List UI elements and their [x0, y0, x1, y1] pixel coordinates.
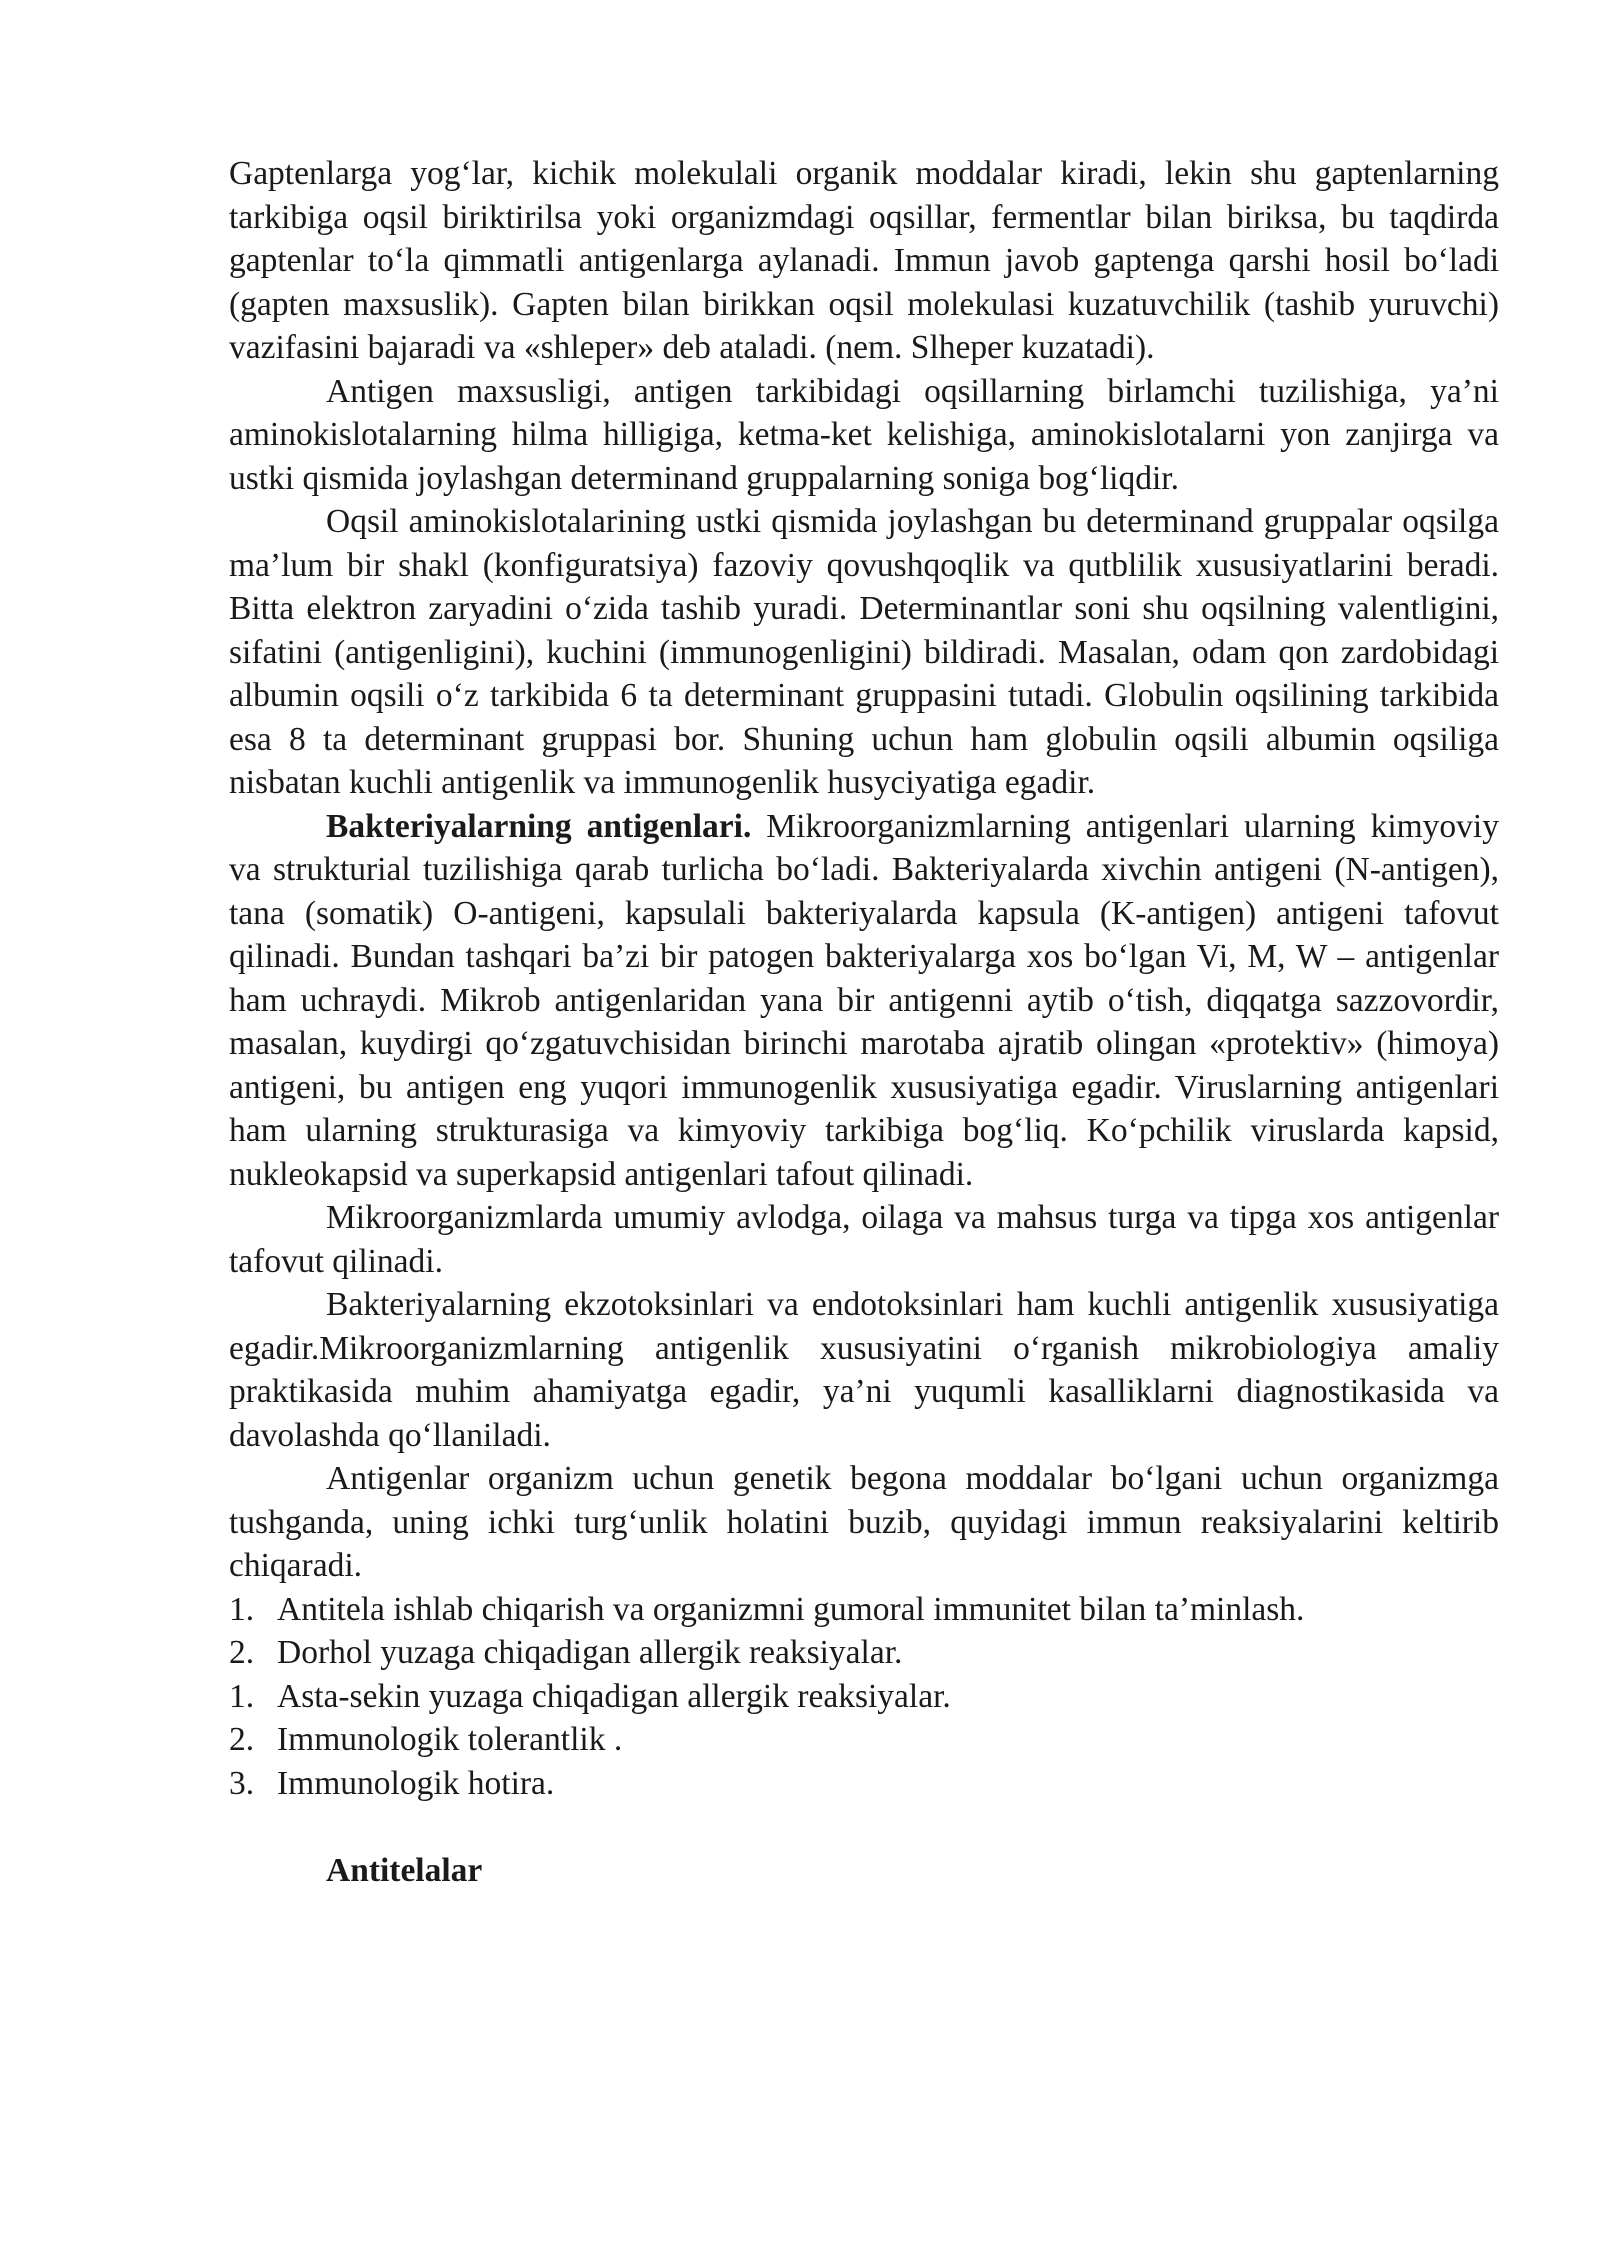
- paragraph-1-text: Gaptenlarga yog‘lar, kichik molekulali organik moddalar kiradi, lekin shu gaptenlarning tarkibiga oqsil biriktirilsa yoki organizmdagi oqsillar, fermentlar bilan biriksa, bu taqdirda gaptenlar to‘la qimmatli antigenlarga aylanadi. Immun javob gaptenga qarshi hosil bo‘ladi (gapten maxsuslik). Gapten bilan birikkan oqsil molekulasi kuzatuvchilik (tashib yuruvchi) vazifasini bajaradi va «shleper» deb ataladi. (nem. Slheper kuzatadi).: [229, 155, 1499, 366]
- list-item: [229, 1718, 1499, 1762]
- list-item-text: Immunologik tolerantlik .: [277, 1721, 623, 1758]
- paragraph-3: [229, 500, 1499, 805]
- paragraph-5-text: Mikroorganizmlarda umumiy avlodga, oilaga va mahsus turga va tipga xos antigenlar tafovut qilinadi.: [229, 1199, 1499, 1280]
- paragraph-4-text: Mikroorganizmlarning antigenlari ularning kimyoviy va strukturial tuzilishiga qarab turlicha bo‘ladi. Bakteriyalarda xivchin antigeni (N-antigen), tana (somatik) O-antigeni, kapsulali bakteriyalarda kapsula (K-antigen) antigeni tafovut qilinadi. Bundan tashqari ba’zi bir patogen bakteriyalarga xos bo‘lgan Vi, M, W – antigenlar ham uchraydi. Mikrob antigenlaridan yana bir antigenni aytib o‘tish, diqqatga sazzovordir, masalan, kuydirgi qo‘zgatuvchisidan birinchi marotaba ajratib olingan «protektiv» (himoya) antigeni, bu antigen eng yuqori immunogenlik xususiyatiga egadir. Viruslarning antigenlari ham ularning strukturasiga va kimyoviy tarkibiga bog‘liq. Ko‘pchilik viruslarda kapsid, nukleokapsid va superkapsid antigenlari tafout qilinadi.: [229, 807, 1499, 1193]
- list-item-text: Antitela ishlab chiqarish va organizmni gumoral immunitet bilan ta’minlash.: [277, 1590, 1305, 1628]
- paragraph-5: [229, 1196, 1499, 1283]
- paragraph-7: [229, 1457, 1499, 1588]
- paragraph-7-text: Antigenlar organizm uchun genetik begona moddalar bo‘lgani uchun organizmga tushganda, uning ichki turg‘unlik holatini buzib, quyidagi immun reaksiyalarini keltirib chiqaradi.: [229, 1460, 1499, 1584]
- list-item-number: 2.: [229, 1721, 255, 1758]
- list-item-number: 2.: [229, 1634, 255, 1671]
- paragraph-6-text: Bakteriyalarning ekzotoksinlari va endotoksinlari ham kuchli antigenlik xususiyatiga egadir.Mikroorganizmlarning antigenlik xususiyatini o‘rganish mikrobiologiya amaliy praktikasida muhim ahamiyatga egadir, ya’ni yuqumli kasalliklarni diagnostikasida va davolashda qo‘llaniladi.: [229, 1286, 1499, 1454]
- list-item: [229, 1675, 1499, 1719]
- list-item: [229, 1588, 1499, 1632]
- list-item-text: Asta-sekin yuzaga chiqadigan allergik reaksiyalar.: [277, 1677, 951, 1715]
- paragraph-4-bold-lead: Bakteriyalarning antigenlari.: [326, 807, 752, 845]
- paragraph-1: [229, 152, 1499, 370]
- list-item-number: 3.: [229, 1764, 255, 1802]
- document-page: [229, 152, 1499, 1892]
- list-item: [229, 1762, 1499, 1806]
- list-item-text: Dorhol yuzaga chiqadigan allergik reaksiyalar.: [277, 1634, 903, 1671]
- paragraph-3-text: Oqsil aminokislotalarining ustki qismida joylashgan bu determinand gruppalar oqsilga ma’lum bir shakl (konfiguratsiya) fazoviy qovushqoqlik va qutblilik xususiyatlarini beradi. Bitta elektron zaryadini o‘zida tashib yuradi. Determinantlar soni shu oqsilning valentligini, sifatini (antigenligini), kuchini (immunogenligini) bildiradi. Masalan, odam qon zardobidagi albumin oqsili o‘z tarkibida 6 ta determinant gruppasini tutadi. Globulin oqsilining tarkibida esa 8 ta determinant gruppasi bor. Shuning uchun ham globulin oqsili albumin oqsiliga nisbatan kuchli antigenlik va immunogenlik husусiyatiga egadir.: [229, 503, 1499, 801]
- reaction-list: [229, 1588, 1499, 1806]
- list-item-number: 1.: [229, 1677, 255, 1715]
- paragraph-2: [229, 370, 1499, 501]
- list-item-number: 1.: [229, 1590, 255, 1628]
- paragraph-6: [229, 1283, 1499, 1457]
- section-heading: Antitelalar: [326, 1851, 483, 1889]
- paragraph-2-text: Antigen maxsusligi, antigen tarkibidagi oqsillarning birlamchi tuzilishiga, ya’ni aminokislotalarning hilma hilligiga, ketma-ket kelishiga, aminokislotalarni yon zanjirga va ustki qismida joylashgan determinand gruppalarning soniga bog‘liqdir.: [229, 372, 1499, 497]
- paragraph-4: [229, 805, 1499, 1197]
- list-item-text: Immunologik hotira.: [277, 1764, 555, 1802]
- list-item: [229, 1631, 1499, 1675]
